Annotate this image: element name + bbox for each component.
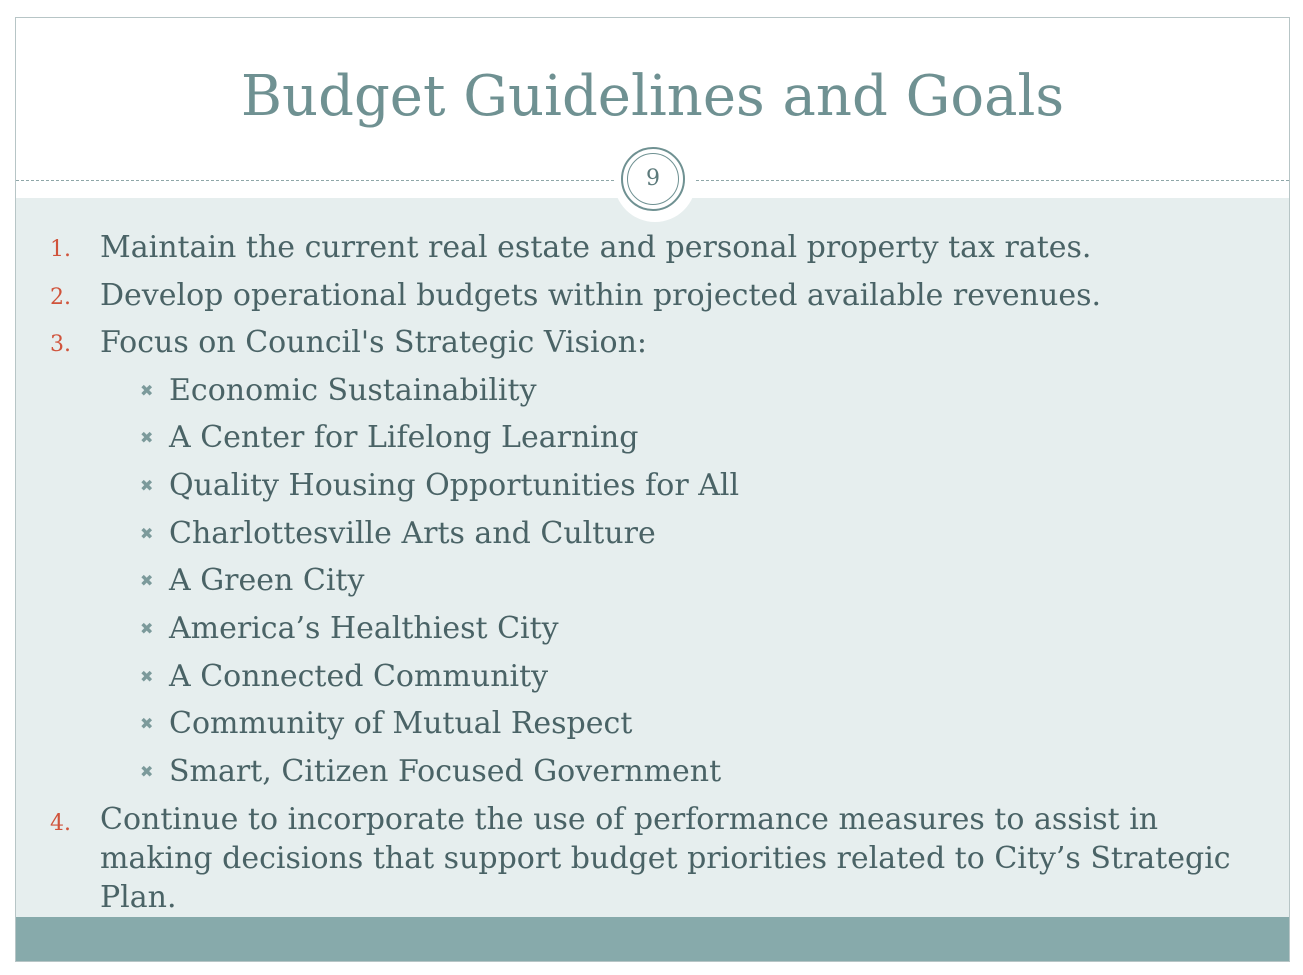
vision-item-text: A Center for Lifelong Learning [169,420,639,456]
cross-bullet-icon: ✖ [140,666,154,686]
vision-item-text: Smart, Citizen Focused Government [169,754,722,789]
vision-item-text: Charlottesville Arts and Culture [169,515,656,551]
goal-item [16,224,1289,272]
page-number-badge [614,140,696,222]
goal-item [16,796,1289,917]
slide [15,17,1290,962]
vision-item-text: Economic Sustainability [169,372,537,408]
cross-bullet-icon: ✖ [140,618,154,638]
goal-item [16,319,1289,367]
vision-item [16,653,1289,701]
vision-item [16,605,1289,653]
goal-number: 1. [50,237,71,262]
page-number: 9 [627,153,679,205]
vision-item-text: America’s Healthiest City [169,610,559,646]
goal-text: Develop operational budgets within projected available revenues. [100,277,1102,313]
goal-number: 2. [50,284,71,310]
cross-bullet-icon: ✖ [140,475,154,495]
vision-item [16,367,1289,415]
goal-number: 4. [50,810,71,836]
cross-bullet-icon: ✖ [140,762,154,781]
cross-bullet-icon: ✖ [140,380,154,400]
cross-bullet-icon: ✖ [140,428,154,448]
cross-bullet-icon: ✖ [140,714,154,734]
slide-title: Budget Guidelines and Goals [240,64,1065,129]
vision-item-text: A Connected Community [169,658,549,694]
cross-bullet-icon: ✖ [140,523,154,543]
vision-item-text: Community of Mutual Respect [169,706,633,742]
goal-text: Maintain the current real estate and personal property tax rates. [100,230,1092,265]
vision-item [16,700,1289,748]
vision-item [16,557,1289,605]
vision-item-text: A Green City [169,563,365,599]
page-number-ring [621,147,685,211]
vision-item [16,748,1289,796]
goal-number: 3. [50,332,71,357]
cross-bullet-icon: ✖ [140,571,154,591]
vision-item-text: Quality Housing Opportunities for All [169,467,740,503]
goal-item [16,272,1289,320]
footer-band [16,917,1289,962]
goals-list [16,224,1289,917]
goal-text: Focus on Council's Strategic Vision: [100,325,648,360]
goal-text: Continue to incorporate the use of performance measures to assist in making decisions that support budget priorities related to City’s Strategic Plan. [100,801,1231,915]
vision-item [16,462,1289,510]
vision-item [16,510,1289,558]
vision-item [16,414,1289,462]
